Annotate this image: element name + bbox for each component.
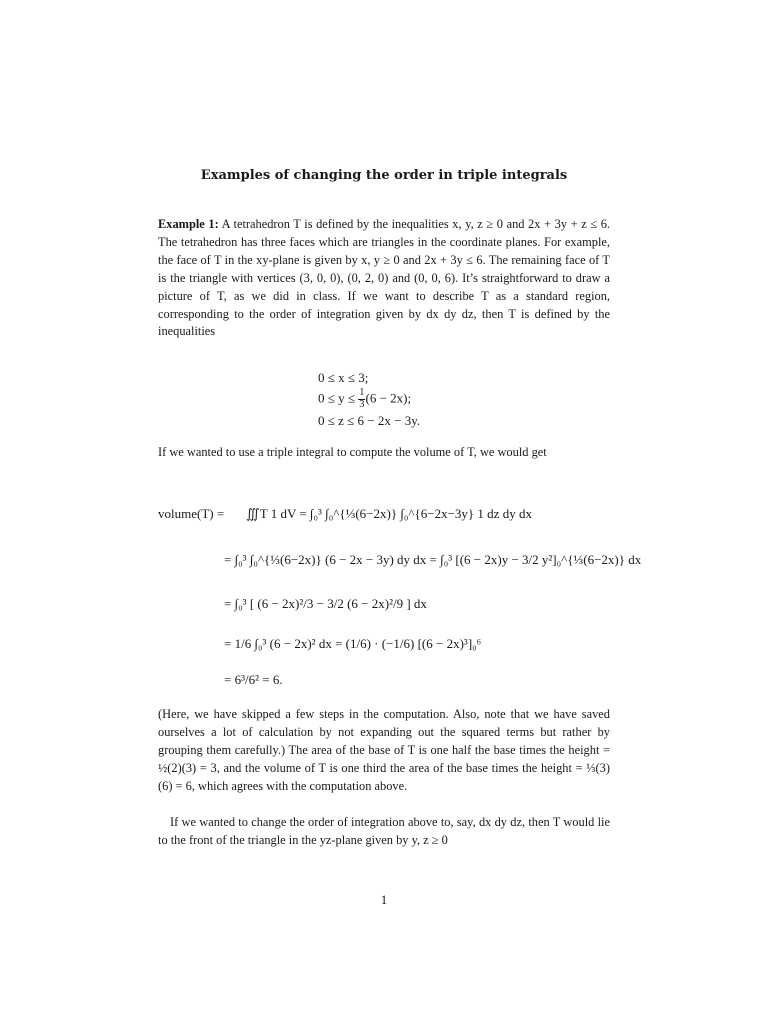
paragraph-4 [158, 814, 610, 850]
paragraph-1-text: A tetrahedron T is defined by the inequalities x, y, z ≥ 0 and 2x + 3y + z ≤ 6. The tetrahedron has three faces which are triangles in the coordinate planes. For example, the face of T in the xy-plane is given by x, y ≥ 0 and 2x + 3y ≤ 6. The remaining face of T is the triangle with vertices (3, 0, 0), (0, 2, 0) and (0, 0, 6). It’s straightforward to draw a picture of T, as we did in class. If we want to describe T as a standard region, corresponding to the order of integration given by dx dy dz, then T is defined by the inequalities [158, 217, 610, 339]
inequality-z: 0 ≤ z ≤ 6 − 2x − 3y. [318, 412, 421, 428]
equation-line-3: = ∫₀³ [ (6 − 2x)²/3 − 3/2 (6 − 2x)²/9 ] dx [224, 596, 427, 611]
inequality-y [318, 388, 420, 411]
page-number: 1 [380, 892, 388, 907]
document-title: Examples of changing the order in triple integrals [200, 168, 568, 183]
paragraph-3: (Here, we have skipped a few steps in the computation. Also, note that we have saved ourselves a lot of calculation by not expanding out the squared terms but rather by grouping them carefully.) The area of the base of T is one half the base times the height = ½(2)(3) = 3, and the volume of T is one third the area of the base times the height = ⅓(3)(6) = 6, which agrees with the computation above. [158, 707, 610, 793]
fraction-numerator: 1 [359, 387, 365, 398]
inequality-y-right: (6 − 2x); [365, 390, 412, 406]
equation-line-1: ∭T 1 dV = ∫₀³ ∫₀^{⅓(6−2x)} ∫₀^{6−2x−3y} 1 dz dy dx [246, 506, 532, 521]
example-label: Example 1: [158, 217, 219, 231]
inequality-y-left: 0 ≤ y ≤ [318, 390, 359, 406]
equation-line-2: = ∫₀³ ∫₀^{⅓(6−2x)} (6 − 2x − 3y) dy dx = ∫₀³ [(6 − 2x)y − 3/2 y²]₀^{⅓(6−2x)} dx [224, 552, 642, 567]
paragraph-4-text: If we wanted to change the order of integration above to, say, dx dy dz, then T would lie to the front of the triangle in the yz-plane given by y, z ≥ 0 [158, 815, 610, 847]
example-1-paragraph [158, 216, 610, 341]
inequalities-block [318, 368, 420, 431]
equation-line-4: = 1/6 ∫₀³ (6 − 2x)² dx = (1/6) · (−1/6) [(6 − 2x)³]₀⁶ [224, 636, 482, 651]
equation-line-5: = 6³/6² = 6. [224, 672, 283, 687]
equation-volume-label: volume(T) = [158, 506, 225, 521]
paragraph-2: If we wanted to use a triple integral to compute the volume of T, we would get [158, 445, 547, 459]
inequality-x: 0 ≤ x ≤ 3; [318, 370, 369, 385]
fraction-denominator: 3 [359, 398, 365, 410]
